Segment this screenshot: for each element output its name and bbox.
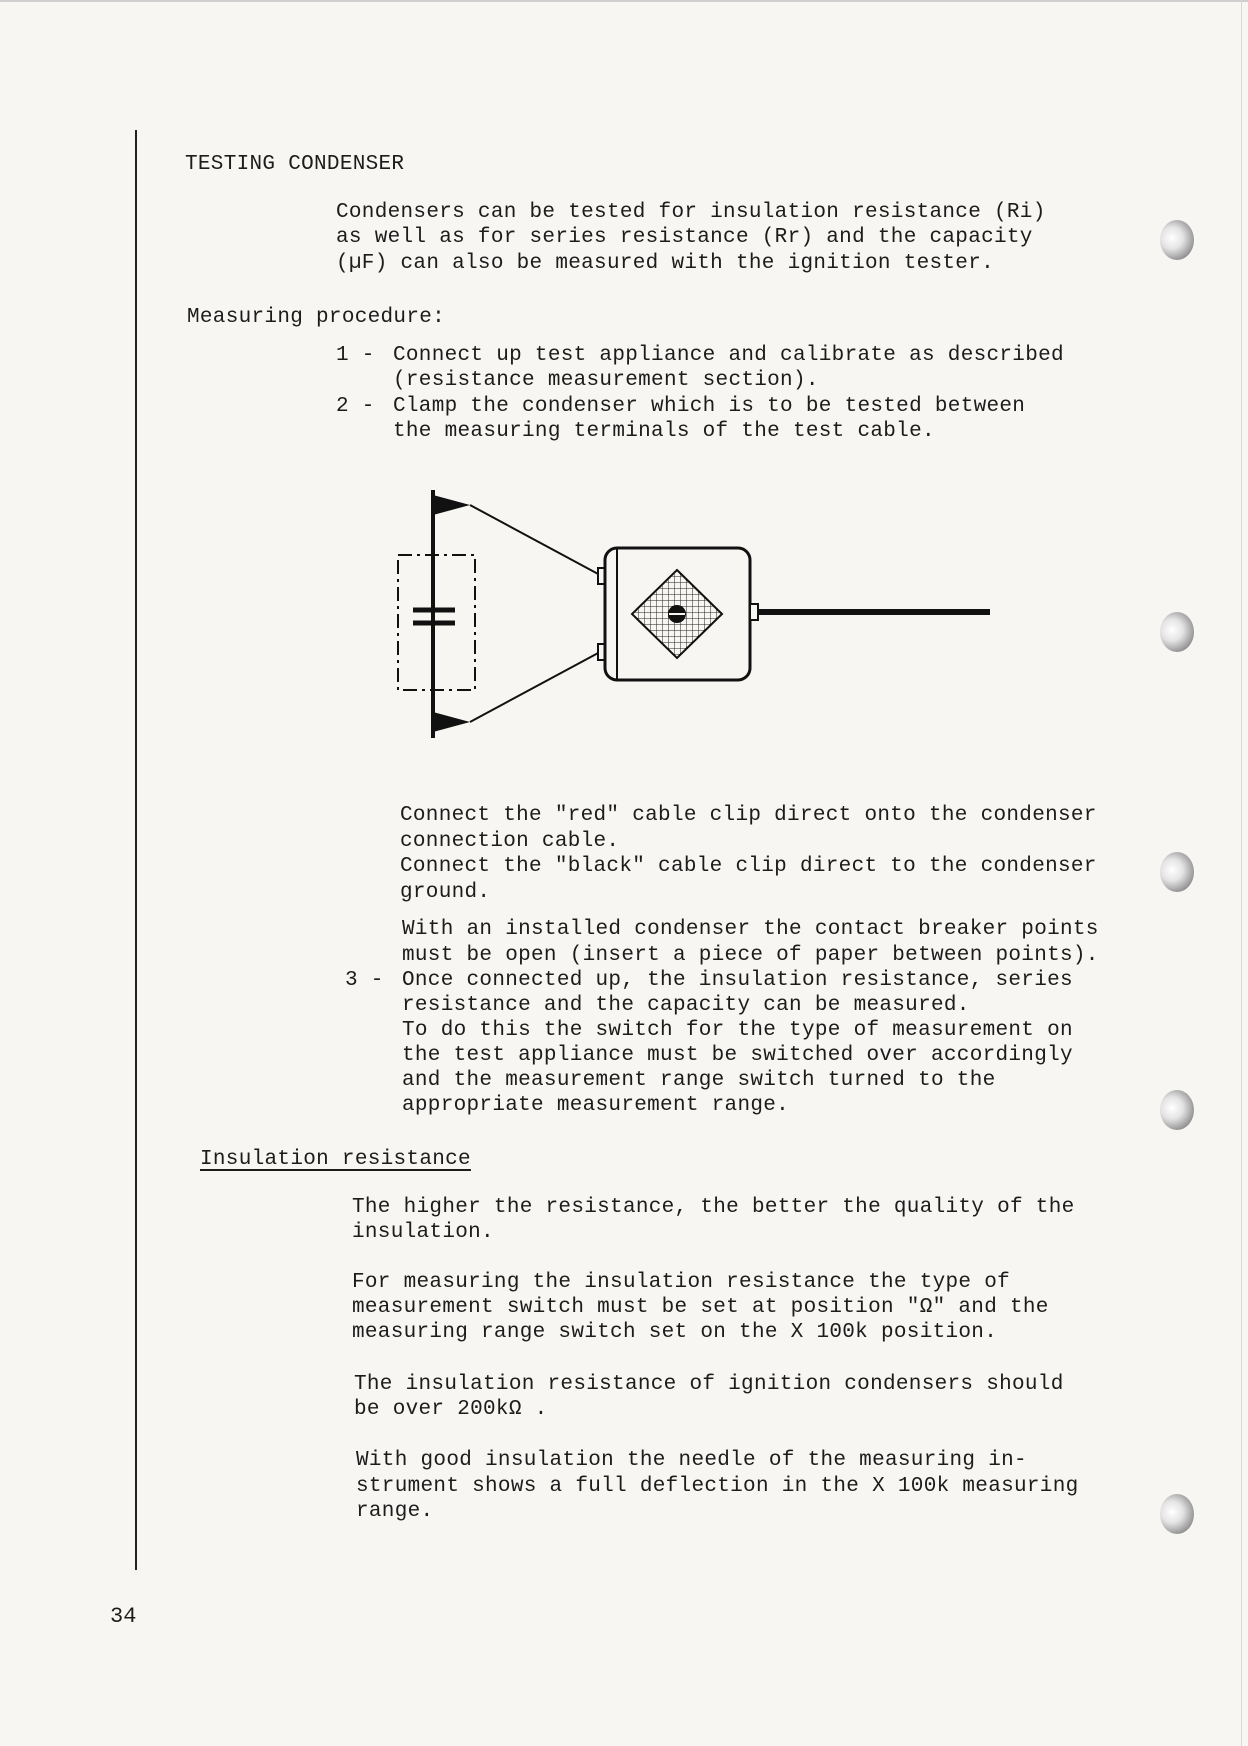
binder-hole: [1160, 1090, 1194, 1130]
page-right-edge: [1241, 0, 1242, 1746]
red-clip-wedge: [433, 495, 470, 515]
insulation-para-4-line-1: With good insulation the needle of the measuring in-: [356, 1449, 1027, 1472]
clip-note-line-2: connection cable.: [400, 830, 620, 853]
intro-line-3: (µF) can also be measured with the ignition tester.: [336, 252, 995, 275]
page-title: TESTING CONDENSER: [185, 153, 405, 176]
condenser-test-diagram: [380, 480, 1000, 750]
insulation-para-3-line-2: be over 200kΩ .: [354, 1398, 548, 1421]
page-top-edge: [0, 0, 1248, 2]
step-3-line-5: and the measurement range switch turned to the: [402, 1069, 996, 1092]
binder-hole: [1160, 1494, 1194, 1534]
clip-note-line-3: Connect the "black" cable clip direct to the condenser: [400, 855, 1097, 878]
installed-note-line-2: must be open (insert a piece of paper between points).: [402, 944, 1099, 967]
insulation-heading: Insulation resistance: [200, 1148, 471, 1171]
insulation-para-3-line-1: The insulation resistance of ignition condensers should: [354, 1373, 1064, 1396]
test-lead: [470, 652, 600, 722]
step-3-line-1: Once connected up, the insulation resistance, series: [402, 969, 1073, 992]
step-3-line-4: the test appliance must be switched over accordingly: [402, 1044, 1073, 1067]
insulation-para-4-line-2: strument shows a full deflection in the X 100k measuring: [356, 1475, 1079, 1498]
binder-hole: [1160, 220, 1194, 260]
step-3-line-3: To do this the switch for the type of measurement on: [402, 1019, 1073, 1042]
step-3-line-2: resistance and the capacity can be measured.: [402, 994, 970, 1017]
clip-note-line-1: Connect the "red" cable clip direct onto the condenser: [400, 804, 1097, 827]
step-1-line-2: (resistance measurement section).: [393, 369, 819, 392]
step-1-line-1: Connect up test appliance and calibrate as described: [393, 344, 1064, 367]
margin-rule: [135, 130, 137, 1570]
step-2-line-1: Clamp the condenser which is to be tested between: [393, 395, 1026, 418]
intro-line-1: Condensers can be tested for insulation resistance (Ri): [336, 201, 1046, 224]
step-3-line-6: appropriate measurement range.: [402, 1094, 790, 1117]
installed-note-line-1: With an installed condenser the contact breaker points: [402, 918, 1099, 941]
clip-note-line-4: ground.: [400, 881, 491, 904]
binder-hole: [1160, 612, 1194, 652]
intro-line-2: as well as for series resistance (Rr) and the capacity: [336, 226, 1033, 249]
page-number: 34: [110, 1604, 137, 1629]
insulation-para-2-line-3: measuring range switch set on the X 100k position.: [352, 1321, 998, 1344]
insulation-para-2-line-1: For measuring the insulation resistance the type of: [352, 1271, 1011, 1294]
binder-hole: [1160, 852, 1194, 892]
insulation-para-1-line-2: insulation.: [352, 1221, 494, 1244]
insulation-para-4-line-3: range.: [356, 1500, 434, 1523]
insulation-para-1-line-1: The higher the resistance, the better the quality of the: [352, 1196, 1075, 1219]
test-lead: [470, 505, 600, 575]
black-clip-wedge: [433, 712, 470, 732]
step-2-line-2: the measuring terminals of the test cable.: [393, 420, 935, 443]
step-1-number: 1 -: [336, 344, 375, 367]
step-2-number: 2 -: [336, 395, 375, 418]
procedure-heading: Measuring procedure:: [187, 306, 446, 329]
step-3-number: 3 -: [345, 969, 384, 992]
insulation-para-2-line-2: measurement switch must be set at position "Ω" and the: [352, 1296, 1049, 1319]
